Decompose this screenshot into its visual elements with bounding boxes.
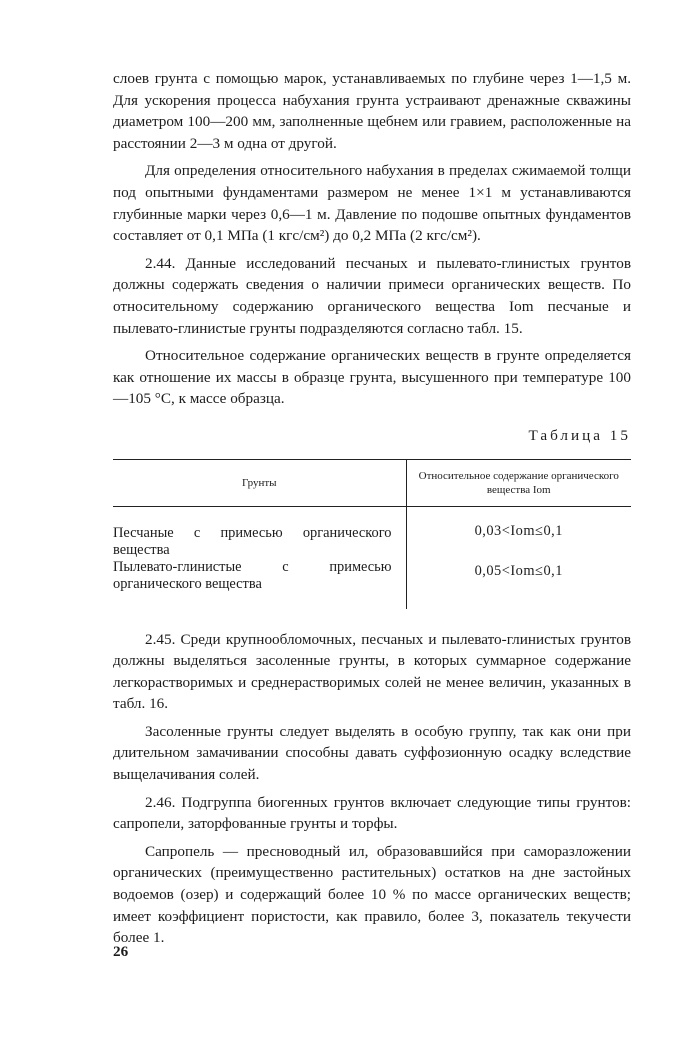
paragraph-sapropel: Сапропель — пресноводный ил, образовавшийся при саморазложении органических (преимущественно растительных) остатков на дне застойных водоемов (озер) и содержащий более 10 % по массе органических веществ; имеет коэффициент пористости, как правило, более 3, показатель текучести более 1. (113, 842, 631, 947)
table-header-soils: Грунты (113, 459, 406, 506)
table-cell-soil: Пылевато-глинистые с примесью органического вещества (113, 558, 392, 592)
paragraph-2-45: 2.45. Среди крупнообломочных, песчаных и пылевато-глинистых грунтов должны выделяться засоленные грунты, в которых суммарное содержание легкорастворимых и среднерастворимых солей не менее величин, указанных в табл. 16. (113, 630, 631, 713)
table-row (113, 559, 631, 609)
document-page (113, 68, 631, 949)
table-header-organic-content: Относительное содержание органического вещества Iom (406, 459, 631, 506)
table-cell-soil: Песчаные с примесью органического вещества (113, 524, 392, 558)
table-row (113, 506, 631, 559)
table-15 (113, 459, 631, 609)
table-caption: Таблица 15 (528, 426, 631, 444)
paragraph-relative-swelling: Для определения относительного набухания в пределах сжимаемой толщи под опытными фундаментами размером не менее 1×1 м устанавливаются глубинные марки через 0,6—1 м. Давление по подошве опытных фундаментов составляет от 0,1 МПа (1 кгс/см²) до 0,2 МПа (2 кгс/см²). (113, 162, 631, 245)
table-cell-value: 0,05<Iom≤0,1 (406, 559, 631, 609)
paragraph-organic-content: Относительное содержание органических веществ в грунте определяется как отношение их массы в образце грунта, высушенного при температуре 100—105 °С, к массе образца. (113, 347, 631, 408)
paragraph-continuation: слоев грунта с помощью марок, устанавливаемых по глубине через 1—1,5 м. Для ускорения процесса набухания грунта устраивают дренажные скважины диаметром 100—200 мм, заполненные щебнем или гравием, расположенные на расстоянии 2—3 м одна от другой. (113, 70, 631, 152)
page-number: 26 (113, 943, 129, 960)
paragraph-2-46: 2.46. Подгруппа биогенных грунтов включает следующие типы грунтов: сапропели, заторфованные грунты и торфы. (113, 793, 631, 833)
paragraph-2-44: 2.44. Данные исследований песчаных и пылевато-глинистых грунтов должны содержать сведения о наличии примеси органических веществ. По относительному содержанию органического вещества Iom песчаные и пылевато-глинистые грунты подразделяются согласно табл. 15. (113, 254, 631, 337)
paragraph-saline-soils: Засоленные грунты следует выделять в особую группу, так как они при длительном замачивании способны давать суффозионную осадку вследствие выщелачивания солей. (113, 722, 631, 784)
table-cell-value: 0,03<Iom≤0,1 (406, 506, 631, 559)
